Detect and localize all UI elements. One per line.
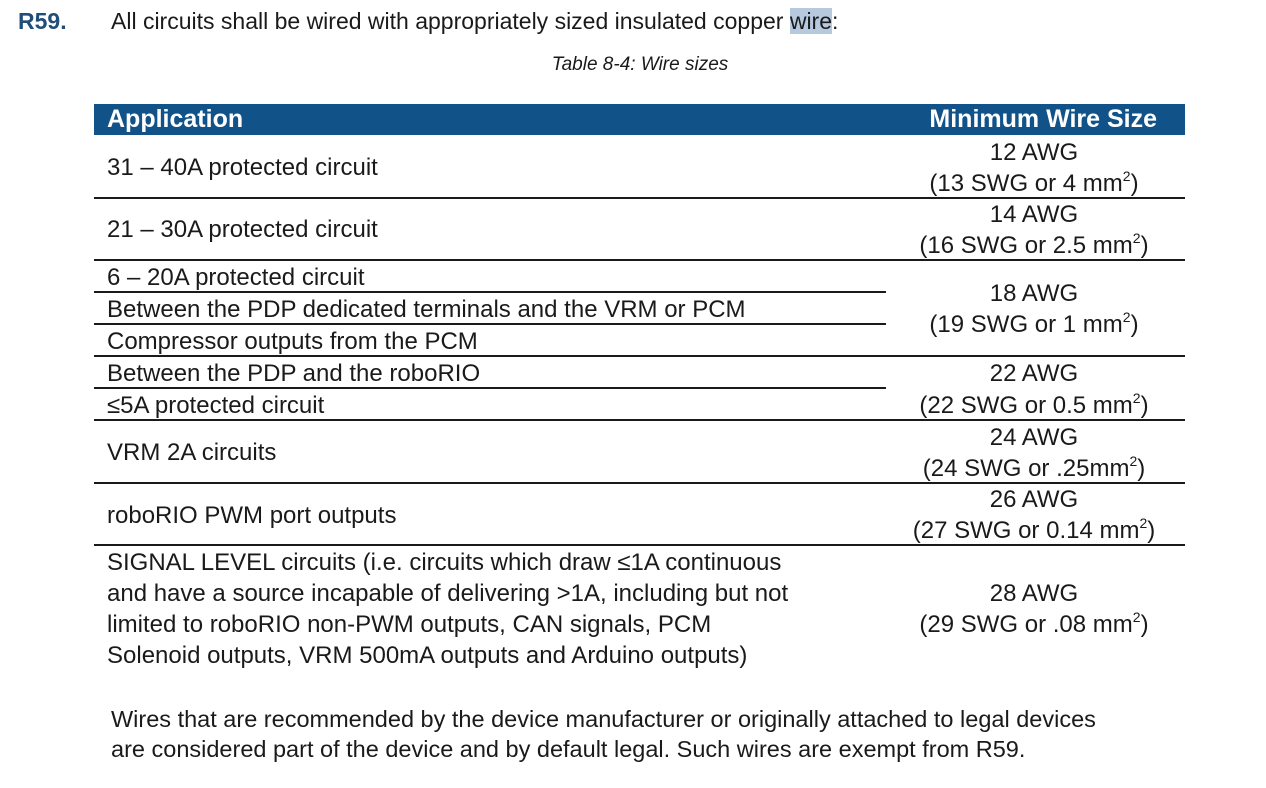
row-divider [94, 291, 886, 293]
size-awg: 14 AWG [989, 201, 1079, 228]
size-alt-sup: 2 [1132, 390, 1141, 406]
row-divider [94, 259, 1185, 261]
application-cell: ≤5A protected circuit [107, 392, 325, 419]
note-line: Wires that are recommended by the device manufacturer or originally attached to legal devices [111, 706, 1096, 732]
size-alt-close: ) [1140, 611, 1149, 638]
size-alt-sup: 2 [1139, 515, 1148, 531]
highlighted-word: wire [789, 8, 832, 34]
application-cell: Between the PDP and the roboRIO [107, 360, 481, 387]
size-alt-sup: 2 [1122, 168, 1131, 184]
row-divider [94, 387, 886, 389]
note-paragraph [111, 704, 1096, 764]
size-alt-text: (24 SWG or .25mm [922, 455, 1130, 482]
size-alt-close: ) [1130, 170, 1139, 197]
rule-number: R59. [18, 8, 67, 34]
application-cell: VRM 2A circuits [107, 439, 277, 466]
size-alt-text: (19 SWG or 1 mm [929, 311, 1123, 338]
size-alt-text: (29 SWG or .08 mm [919, 611, 1133, 638]
application-cell: Solenoid outputs, VRM 500mA outputs and Arduino outputs) [107, 642, 748, 669]
size-alt [900, 390, 1168, 421]
application-cell: 6 – 20A protected circuit [107, 264, 365, 291]
application-cell: roboRIO PWM port outputs [107, 502, 397, 529]
size-alt-sup: 2 [1129, 453, 1138, 469]
size-alt-text: (13 SWG or 4 mm [929, 170, 1123, 197]
size-awg: 22 AWG [989, 360, 1079, 387]
size-awg: 26 AWG [989, 486, 1079, 513]
row-divider [94, 197, 1185, 199]
application-cell: limited to roboRIO non-PWM outputs, CAN signals, PCM [107, 611, 712, 638]
size-alt-text: (22 SWG or 0.5 mm [919, 392, 1133, 419]
application-cell: 31 – 40A protected circuit [107, 154, 378, 181]
size-awg: 24 AWG [989, 424, 1079, 451]
size-alt [900, 609, 1168, 640]
table-caption: Table 8-4: Wire sizes [551, 54, 729, 75]
size-alt-close: ) [1130, 311, 1139, 338]
size-alt-close: ) [1137, 455, 1146, 482]
size-alt-sup: 2 [1132, 609, 1141, 625]
size-awg: 28 AWG [989, 580, 1079, 607]
size-awg: 12 AWG [989, 139, 1079, 166]
size-alt [900, 453, 1168, 484]
application-cell: 21 – 30A protected circuit [107, 216, 378, 243]
size-alt [900, 309, 1168, 340]
size-awg: 18 AWG [989, 280, 1079, 307]
size-alt-close: ) [1147, 517, 1156, 544]
size-alt-sup: 2 [1122, 309, 1131, 325]
size-alt-close: ) [1140, 232, 1149, 259]
rule-text-before: All circuits shall be wired with appropriately sized insulated copper [111, 8, 790, 34]
row-divider [94, 482, 1185, 484]
wire-size-table [94, 104, 1185, 674]
application-cell: Compressor outputs from the PCM [107, 328, 478, 355]
size-alt-text: (27 SWG or 0.14 mm [912, 517, 1140, 544]
size-alt-close: ) [1140, 392, 1149, 419]
size-alt-sup: 2 [1132, 230, 1141, 246]
application-cell: Between the PDP dedicated terminals and the VRM or PCM [107, 296, 746, 323]
size-alt [900, 515, 1168, 546]
row-divider [94, 419, 1185, 421]
application-cell: SIGNAL LEVEL circuits (i.e. circuits which draw ≤1A continuous [107, 549, 782, 576]
size-alt [900, 168, 1168, 199]
application-cell: and have a source incapable of delivering >1A, including but not [107, 580, 789, 607]
table-header [94, 104, 1185, 135]
rule-text [111, 8, 838, 35]
size-alt [900, 230, 1168, 261]
row-divider [94, 544, 1185, 546]
row-divider [94, 355, 1185, 357]
row-divider [94, 323, 886, 325]
size-alt-text: (16 SWG or 2.5 mm [919, 232, 1133, 259]
rule-text-after: : [832, 8, 839, 34]
note-line: are considered part of the device and by default legal. Such wires are exempt from R59. [111, 736, 1026, 762]
header-application: Application [107, 105, 244, 133]
header-minimum-wire-size: Minimum Wire Size [929, 105, 1157, 133]
